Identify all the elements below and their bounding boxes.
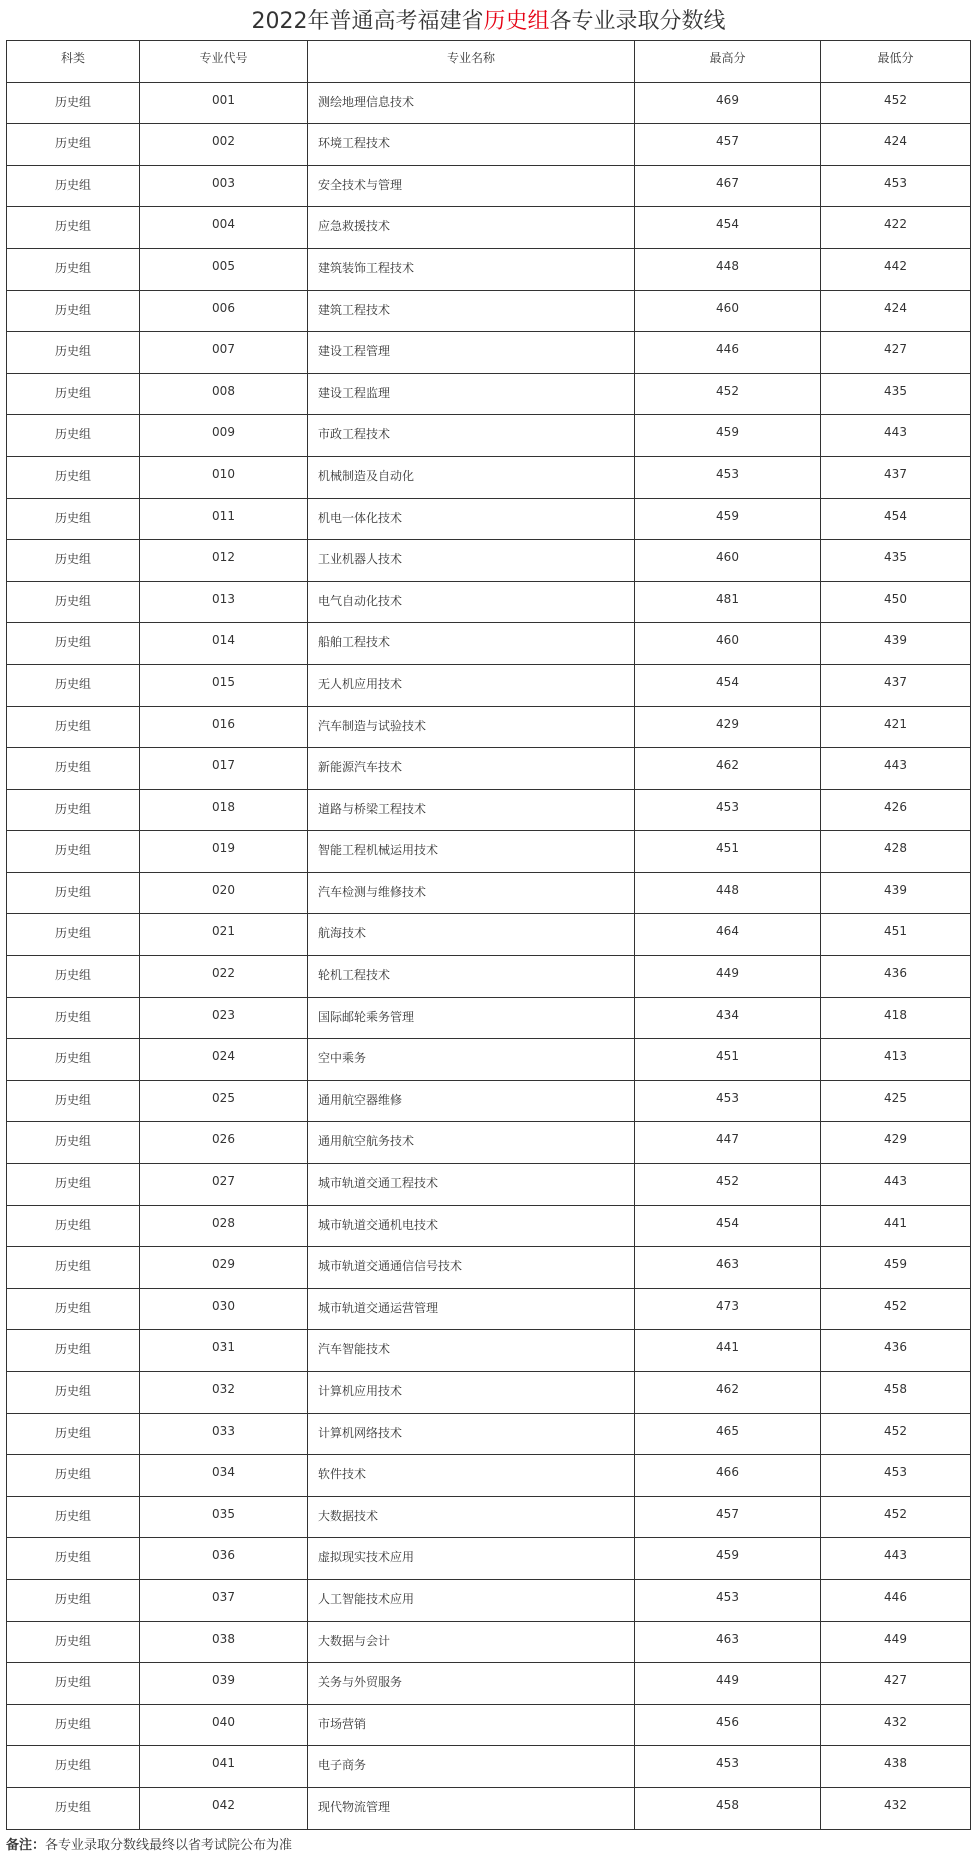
cell-max-score: 460 <box>635 540 821 582</box>
cell-category: 历史组 <box>7 706 140 748</box>
table-row <box>7 706 971 748</box>
cell-max-score: 462 <box>635 1372 821 1414</box>
cell-category: 历史组 <box>7 1663 140 1705</box>
cell-min-score: 453 <box>821 1455 971 1497</box>
cell-min-score: 413 <box>821 1039 971 1081</box>
cell-major-name: 国际邮轮乘务管理 <box>308 997 635 1039</box>
table-row <box>7 1164 971 1206</box>
cell-min-score: 437 <box>821 664 971 706</box>
cell-category: 历史组 <box>7 748 140 790</box>
cell-min-score: 452 <box>821 82 971 124</box>
cell-major-code: 007 <box>140 332 308 374</box>
cell-max-score: 434 <box>635 997 821 1039</box>
cell-min-score: 438 <box>821 1746 971 1788</box>
cell-category: 历史组 <box>7 664 140 706</box>
cell-major-code: 037 <box>140 1579 308 1621</box>
cell-max-score: 429 <box>635 706 821 748</box>
cell-major-name: 城市轨道交通通信信号技术 <box>308 1247 635 1289</box>
table-row <box>7 872 971 914</box>
cell-min-score: 443 <box>821 1164 971 1206</box>
cell-major-code: 029 <box>140 1247 308 1289</box>
cell-min-score: 435 <box>821 540 971 582</box>
cell-max-score: 448 <box>635 872 821 914</box>
cell-category: 历史组 <box>7 956 140 998</box>
table-row <box>7 1247 971 1289</box>
cell-min-score: 432 <box>821 1704 971 1746</box>
table-row <box>7 1372 971 1414</box>
cell-category: 历史组 <box>7 124 140 166</box>
title-highlight: 历史组 <box>483 9 550 34</box>
cell-max-score: 473 <box>635 1288 821 1330</box>
table-row <box>7 248 971 290</box>
cell-min-score: 418 <box>821 997 971 1039</box>
cell-max-score: 459 <box>635 498 821 540</box>
footnote-text: 各专业录取分数线最终以省考试院公布为准 <box>45 1838 293 1853</box>
cell-category: 历史组 <box>7 1496 140 1538</box>
cell-major-name: 市政工程技术 <box>308 415 635 457</box>
cell-major-code: 009 <box>140 415 308 457</box>
cell-category: 历史组 <box>7 1621 140 1663</box>
cell-min-score: 451 <box>821 914 971 956</box>
table-row <box>7 581 971 623</box>
cell-category: 历史组 <box>7 373 140 415</box>
cell-major-code: 036 <box>140 1538 308 1580</box>
cell-min-score: 424 <box>821 124 971 166</box>
cell-max-score: 449 <box>635 956 821 998</box>
cell-major-code: 033 <box>140 1413 308 1455</box>
cell-min-score: 459 <box>821 1247 971 1289</box>
cell-major-name: 汽车检测与维修技术 <box>308 872 635 914</box>
cell-category: 历史组 <box>7 581 140 623</box>
cell-max-score: 462 <box>635 748 821 790</box>
table-row <box>7 789 971 831</box>
table-row <box>7 82 971 124</box>
cell-major-code: 024 <box>140 1039 308 1081</box>
cell-category: 历史组 <box>7 1787 140 1829</box>
title-prefix: 2022年普通高考福建省 <box>251 9 484 34</box>
cell-max-score: 454 <box>635 207 821 249</box>
cell-min-score: 424 <box>821 290 971 332</box>
cell-major-code: 003 <box>140 165 308 207</box>
cell-max-score: 449 <box>635 1663 821 1705</box>
table-row <box>7 1579 971 1621</box>
cell-min-score: 435 <box>821 373 971 415</box>
cell-category: 历史组 <box>7 789 140 831</box>
cell-major-name: 安全技术与管理 <box>308 165 635 207</box>
table-row <box>7 664 971 706</box>
cell-category: 历史组 <box>7 456 140 498</box>
cell-major-name: 空中乘务 <box>308 1039 635 1081</box>
cell-major-code: 034 <box>140 1455 308 1497</box>
cell-max-score: 456 <box>635 1704 821 1746</box>
header-category: 科类 <box>7 41 140 83</box>
cell-major-name: 建筑工程技术 <box>308 290 635 332</box>
table-row <box>7 1496 971 1538</box>
table-row <box>7 1787 971 1829</box>
table-row <box>7 1455 971 1497</box>
cell-category: 历史组 <box>7 82 140 124</box>
cell-major-code: 030 <box>140 1288 308 1330</box>
cell-major-code: 015 <box>140 664 308 706</box>
cell-category: 历史组 <box>7 498 140 540</box>
table-row <box>7 956 971 998</box>
table-row <box>7 332 971 374</box>
cell-category: 历史组 <box>7 1372 140 1414</box>
cell-major-name: 计算机网络技术 <box>308 1413 635 1455</box>
cell-category: 历史组 <box>7 872 140 914</box>
cell-category: 历史组 <box>7 1039 140 1081</box>
cell-max-score: 460 <box>635 290 821 332</box>
cell-max-score: 459 <box>635 1538 821 1580</box>
cell-major-name: 城市轨道交通工程技术 <box>308 1164 635 1206</box>
cell-major-name: 建设工程监理 <box>308 373 635 415</box>
cell-min-score: 452 <box>821 1288 971 1330</box>
cell-max-score: 448 <box>635 248 821 290</box>
cell-major-code: 040 <box>140 1704 308 1746</box>
cell-category: 历史组 <box>7 1080 140 1122</box>
cell-min-score: 425 <box>821 1080 971 1122</box>
table-row <box>7 997 971 1039</box>
cell-category: 历史组 <box>7 1746 140 1788</box>
cell-major-code: 012 <box>140 540 308 582</box>
cell-major-code: 018 <box>140 789 308 831</box>
cell-major-name: 工业机器人技术 <box>308 540 635 582</box>
cell-major-name: 城市轨道交通运营管理 <box>308 1288 635 1330</box>
cell-min-score: 443 <box>821 1538 971 1580</box>
cell-category: 历史组 <box>7 1122 140 1164</box>
cell-min-score: 452 <box>821 1413 971 1455</box>
cell-min-score: 453 <box>821 165 971 207</box>
cell-min-score: 454 <box>821 498 971 540</box>
cell-min-score: 446 <box>821 1579 971 1621</box>
table-row <box>7 1413 971 1455</box>
cell-major-name: 人工智能技术应用 <box>308 1579 635 1621</box>
cell-major-code: 020 <box>140 872 308 914</box>
cell-major-name: 大数据与会计 <box>308 1621 635 1663</box>
cell-category: 历史组 <box>7 831 140 873</box>
cell-major-name: 船舶工程技术 <box>308 623 635 665</box>
cell-major-code: 014 <box>140 623 308 665</box>
cell-max-score: 459 <box>635 415 821 457</box>
cell-major-name: 无人机应用技术 <box>308 664 635 706</box>
cell-max-score: 452 <box>635 373 821 415</box>
cell-max-score: 464 <box>635 914 821 956</box>
table-row <box>7 415 971 457</box>
cell-category: 历史组 <box>7 540 140 582</box>
cell-max-score: 451 <box>635 1039 821 1081</box>
cell-max-score: 465 <box>635 1413 821 1455</box>
cell-major-name: 电子商务 <box>308 1746 635 1788</box>
table-row <box>7 1330 971 1372</box>
cell-major-code: 001 <box>140 82 308 124</box>
cell-category: 历史组 <box>7 1205 140 1247</box>
cell-major-code: 004 <box>140 207 308 249</box>
header-max-score: 最高分 <box>635 41 821 83</box>
table-row <box>7 1663 971 1705</box>
cell-max-score: 457 <box>635 1496 821 1538</box>
cell-major-code: 002 <box>140 124 308 166</box>
cell-min-score: 443 <box>821 748 971 790</box>
cell-major-name: 市场营销 <box>308 1704 635 1746</box>
cell-major-name: 虚拟现实技术应用 <box>308 1538 635 1580</box>
table-row <box>7 540 971 582</box>
cell-category: 历史组 <box>7 1330 140 1372</box>
table-row <box>7 1080 971 1122</box>
cell-major-name: 机械制造及自动化 <box>308 456 635 498</box>
table-row <box>7 914 971 956</box>
cell-min-score: 427 <box>821 1663 971 1705</box>
table-row <box>7 623 971 665</box>
cell-major-name: 汽车制造与试验技术 <box>308 706 635 748</box>
cell-min-score: 436 <box>821 956 971 998</box>
table-row <box>7 207 971 249</box>
cell-major-name: 城市轨道交通机电技术 <box>308 1205 635 1247</box>
table-row <box>7 1746 971 1788</box>
cell-max-score: 453 <box>635 1579 821 1621</box>
table-row <box>7 498 971 540</box>
cell-major-name: 关务与外贸服务 <box>308 1663 635 1705</box>
table-row <box>7 165 971 207</box>
cell-major-code: 031 <box>140 1330 308 1372</box>
cell-min-score: 421 <box>821 706 971 748</box>
footnote-label: 备注： <box>6 1838 46 1853</box>
cell-major-name: 轮机工程技术 <box>308 956 635 998</box>
cell-max-score: 460 <box>635 623 821 665</box>
cell-min-score: 443 <box>821 415 971 457</box>
table-row <box>7 290 971 332</box>
cell-max-score: 453 <box>635 456 821 498</box>
cell-min-score: 439 <box>821 872 971 914</box>
cell-min-score: 441 <box>821 1205 971 1247</box>
cell-category: 历史组 <box>7 1288 140 1330</box>
table-body <box>7 82 971 1829</box>
cell-major-code: 026 <box>140 1122 308 1164</box>
cell-max-score: 481 <box>635 581 821 623</box>
admission-score-table <box>6 40 971 1830</box>
table-header <box>7 41 971 83</box>
cell-major-name: 环境工程技术 <box>308 124 635 166</box>
cell-major-name: 道路与桥梁工程技术 <box>308 789 635 831</box>
cell-major-code: 006 <box>140 290 308 332</box>
cell-min-score: 436 <box>821 1330 971 1372</box>
cell-max-score: 457 <box>635 124 821 166</box>
cell-major-code: 016 <box>140 706 308 748</box>
table-row <box>7 1122 971 1164</box>
cell-major-code: 042 <box>140 1787 308 1829</box>
cell-category: 历史组 <box>7 997 140 1039</box>
footnote <box>6 1836 292 1856</box>
cell-major-code: 019 <box>140 831 308 873</box>
cell-major-name: 通用航空航务技术 <box>308 1122 635 1164</box>
cell-major-name: 汽车智能技术 <box>308 1330 635 1372</box>
cell-max-score: 447 <box>635 1122 821 1164</box>
cell-category: 历史组 <box>7 165 140 207</box>
cell-max-score: 458 <box>635 1787 821 1829</box>
cell-category: 历史组 <box>7 415 140 457</box>
cell-major-name: 建筑装饰工程技术 <box>308 248 635 290</box>
cell-category: 历史组 <box>7 1247 140 1289</box>
cell-major-code: 025 <box>140 1080 308 1122</box>
cell-major-code: 011 <box>140 498 308 540</box>
table-row <box>7 748 971 790</box>
cell-max-score: 453 <box>635 1746 821 1788</box>
cell-max-score: 467 <box>635 165 821 207</box>
cell-category: 历史组 <box>7 1164 140 1206</box>
header-min-score: 最低分 <box>821 41 971 83</box>
cell-min-score: 442 <box>821 248 971 290</box>
cell-max-score: 446 <box>635 332 821 374</box>
cell-max-score: 463 <box>635 1247 821 1289</box>
cell-category: 历史组 <box>7 1579 140 1621</box>
cell-min-score: 422 <box>821 207 971 249</box>
header-major-code: 专业代号 <box>140 41 308 83</box>
cell-major-name: 智能工程机械运用技术 <box>308 831 635 873</box>
cell-min-score: 449 <box>821 1621 971 1663</box>
cell-major-code: 023 <box>140 997 308 1039</box>
cell-major-code: 013 <box>140 581 308 623</box>
cell-max-score: 466 <box>635 1455 821 1497</box>
cell-min-score: 432 <box>821 1787 971 1829</box>
cell-min-score: 427 <box>821 332 971 374</box>
cell-major-code: 021 <box>140 914 308 956</box>
table-row <box>7 1538 971 1580</box>
cell-major-code: 032 <box>140 1372 308 1414</box>
cell-major-name: 电气自动化技术 <box>308 581 635 623</box>
cell-major-name: 通用航空器维修 <box>308 1080 635 1122</box>
cell-major-name: 新能源汽车技术 <box>308 748 635 790</box>
cell-major-code: 035 <box>140 1496 308 1538</box>
cell-min-score: 426 <box>821 789 971 831</box>
cell-major-code: 038 <box>140 1621 308 1663</box>
cell-max-score: 453 <box>635 1080 821 1122</box>
cell-major-code: 017 <box>140 748 308 790</box>
cell-major-name: 软件技术 <box>308 1455 635 1497</box>
cell-major-name: 航海技术 <box>308 914 635 956</box>
cell-major-code: 022 <box>140 956 308 998</box>
table-row <box>7 1621 971 1663</box>
cell-category: 历史组 <box>7 1413 140 1455</box>
cell-category: 历史组 <box>7 290 140 332</box>
cell-max-score: 451 <box>635 831 821 873</box>
page-title <box>0 6 977 38</box>
header-row <box>7 41 971 83</box>
title-suffix: 各专业录取分数线 <box>549 9 726 34</box>
cell-major-code: 039 <box>140 1663 308 1705</box>
cell-category: 历史组 <box>7 1538 140 1580</box>
cell-category: 历史组 <box>7 332 140 374</box>
cell-major-code: 005 <box>140 248 308 290</box>
cell-major-name: 建设工程管理 <box>308 332 635 374</box>
cell-major-code: 027 <box>140 1164 308 1206</box>
table-row <box>7 1704 971 1746</box>
table-row <box>7 831 971 873</box>
cell-min-score: 429 <box>821 1122 971 1164</box>
cell-major-name: 计算机应用技术 <box>308 1372 635 1414</box>
cell-max-score: 453 <box>635 789 821 831</box>
cell-major-code: 041 <box>140 1746 308 1788</box>
cell-max-score: 441 <box>635 1330 821 1372</box>
cell-max-score: 454 <box>635 664 821 706</box>
cell-category: 历史组 <box>7 623 140 665</box>
cell-max-score: 469 <box>635 82 821 124</box>
cell-major-name: 应急救援技术 <box>308 207 635 249</box>
cell-min-score: 450 <box>821 581 971 623</box>
table-row <box>7 1288 971 1330</box>
cell-category: 历史组 <box>7 914 140 956</box>
cell-max-score: 452 <box>635 1164 821 1206</box>
cell-category: 历史组 <box>7 248 140 290</box>
cell-major-name: 现代物流管理 <box>308 1787 635 1829</box>
cell-min-score: 439 <box>821 623 971 665</box>
table-row <box>7 373 971 415</box>
cell-category: 历史组 <box>7 1455 140 1497</box>
cell-major-code: 008 <box>140 373 308 415</box>
cell-min-score: 428 <box>821 831 971 873</box>
table-row <box>7 124 971 166</box>
table-row <box>7 1205 971 1247</box>
cell-category: 历史组 <box>7 1704 140 1746</box>
cell-min-score: 458 <box>821 1372 971 1414</box>
cell-major-name: 机电一体化技术 <box>308 498 635 540</box>
cell-min-score: 452 <box>821 1496 971 1538</box>
cell-major-code: 028 <box>140 1205 308 1247</box>
cell-major-name: 测绘地理信息技术 <box>308 82 635 124</box>
header-major-name: 专业名称 <box>308 41 635 83</box>
table-row <box>7 1039 971 1081</box>
cell-max-score: 454 <box>635 1205 821 1247</box>
cell-major-name: 大数据技术 <box>308 1496 635 1538</box>
cell-min-score: 437 <box>821 456 971 498</box>
cell-major-code: 010 <box>140 456 308 498</box>
cell-max-score: 463 <box>635 1621 821 1663</box>
cell-category: 历史组 <box>7 207 140 249</box>
table-row <box>7 456 971 498</box>
